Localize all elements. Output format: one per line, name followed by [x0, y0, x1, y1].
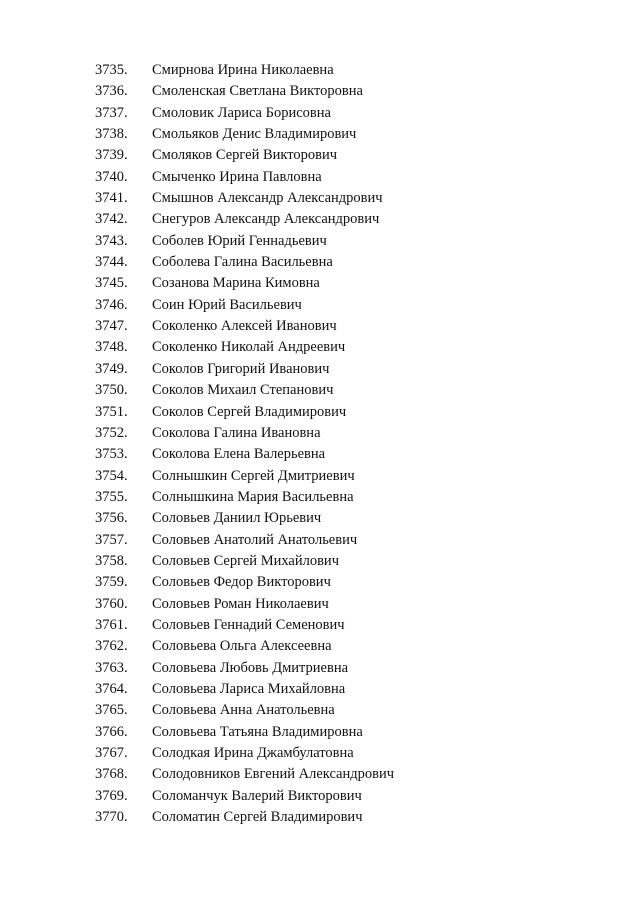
list-item	[95, 295, 615, 316]
entry-name: Соловьев Даниил Юрьевич	[152, 510, 322, 527]
list-item	[95, 700, 615, 721]
entry-name: Соловьева Анна Анатольевна	[152, 702, 335, 719]
entry-number: 3747.	[95, 318, 128, 335]
entry-name: Солодовников Евгений Александрович	[152, 766, 395, 783]
entry-name: Соломатин Сергей Владимирович	[152, 809, 363, 826]
entry-number: 3735.	[95, 62, 128, 78]
list-item	[95, 444, 615, 465]
list-item	[95, 103, 615, 124]
entry-number: 3746.	[95, 296, 128, 313]
entry-number: 3769.	[95, 787, 128, 804]
entry-name: Смоленская Светлана Викторовна	[152, 83, 363, 100]
entry-number: 3751.	[95, 403, 128, 420]
list-item	[95, 743, 615, 764]
entry-number: 3749.	[95, 360, 128, 377]
entry-name: Соколов Сергей Владимирович	[152, 403, 347, 420]
entry-number: 3759.	[95, 574, 128, 591]
entry-name: Соловьев Геннадий Семенович	[152, 616, 345, 633]
list-item	[95, 252, 615, 273]
entry-number: 3744.	[95, 254, 128, 271]
entry-number: 3760.	[95, 595, 128, 612]
entry-name: Соловьев Федор Викторович	[152, 574, 331, 591]
list-item	[95, 359, 615, 380]
entry-name: Соболева Галина Васильевна	[152, 254, 333, 271]
entry-number: 3766.	[95, 723, 128, 740]
entry-number: 3762.	[95, 638, 128, 655]
entry-name: Соколов Михаил Степанович	[152, 382, 334, 399]
entry-number: 3764.	[95, 680, 128, 697]
entry-number: 3754.	[95, 467, 128, 484]
list-item	[95, 551, 615, 572]
list-item	[95, 572, 615, 593]
entry-name: Соловьева Ольга Алексеевна	[152, 638, 332, 655]
entry-name: Соболев Юрий Геннадьевич	[152, 232, 327, 249]
entry-name: Смыченко Ирина Павловна	[152, 168, 322, 185]
list-item	[95, 764, 615, 785]
list-item	[95, 722, 615, 743]
entry-number: 3736.	[95, 83, 128, 100]
entry-number: 3768.	[95, 766, 128, 783]
entry-number: 3741.	[95, 190, 128, 207]
list-item	[95, 231, 615, 252]
entry-name: Смышнов Александр Александрович	[152, 190, 383, 207]
entry-name: Соколенко Алексей Иванович	[152, 318, 337, 335]
entry-name: Смоловик Лариса Борисовна	[152, 104, 331, 121]
list-item	[95, 316, 615, 337]
entry-name: Снегуров Александр Александрович	[152, 211, 380, 228]
list-item	[95, 145, 615, 166]
list-item	[95, 423, 615, 444]
entry-number: 3740.	[95, 168, 128, 185]
entry-name: Смоляков Сергей Викторович	[152, 147, 338, 164]
entry-name: Соколенко Николай Андреевич	[152, 339, 346, 356]
list-item	[95, 466, 615, 487]
entry-number: 3765.	[95, 702, 128, 719]
list-item	[95, 188, 615, 209]
list-item	[95, 124, 615, 145]
entry-number: 3757.	[95, 531, 128, 548]
entry-name: Соин Юрий Васильевич	[152, 296, 302, 313]
list-item	[95, 658, 615, 679]
name-list	[95, 60, 615, 828]
entry-number: 3748.	[95, 339, 128, 356]
list-item	[95, 487, 615, 508]
list-item	[95, 679, 615, 700]
list-item	[95, 380, 615, 401]
entry-name: Солнышкин Сергей Дмитриевич	[152, 467, 355, 484]
entry-number: 3743.	[95, 232, 128, 249]
entry-name: Соловьева Любовь Дмитриевна	[152, 659, 349, 676]
entry-name: Соколов Григорий Иванович	[152, 360, 330, 377]
entry-number: 3742.	[95, 211, 128, 228]
entry-number: 3750.	[95, 382, 128, 399]
entry-name: Солнышкина Мария Васильевна	[152, 488, 354, 505]
entry-number: 3752.	[95, 424, 128, 441]
list-item	[95, 786, 615, 807]
list-item	[95, 337, 615, 358]
entry-number: 3737.	[95, 104, 128, 121]
entry-number: 3738.	[95, 126, 128, 143]
entry-number: 3756.	[95, 510, 128, 527]
entry-name: Солодкая Ирина Джамбулатовна	[152, 745, 354, 761]
entry-number: 3739.	[95, 147, 128, 164]
entry-name: Соловьев Роман Николаевич	[152, 595, 329, 612]
entry-name: Соловьев Сергей Михайлович	[152, 552, 339, 569]
list-item	[95, 530, 615, 551]
list-item	[95, 508, 615, 529]
entry-number: 3763.	[95, 659, 128, 676]
entry-number: 3761.	[95, 616, 128, 633]
entry-name: Смольяков Денис Владимирович	[152, 126, 357, 143]
list-item	[95, 594, 615, 615]
entry-name: Соколова Елена Валерьевна	[152, 446, 326, 463]
entry-name: Созанова Марина Кимовна	[152, 275, 320, 292]
entry-name: Соловьева Татьяна Владимировна	[152, 723, 363, 740]
entry-name: Смирнова Ирина Николаевна	[152, 62, 334, 78]
list-item	[95, 81, 615, 102]
entry-number: 3753.	[95, 446, 128, 463]
entry-number: 3745.	[95, 275, 128, 292]
list-item	[95, 209, 615, 230]
entry-name: Соловьев Анатолий Анатольевич	[152, 531, 358, 548]
list-item	[95, 60, 615, 81]
entry-name: Соколова Галина Ивановна	[152, 424, 321, 441]
entry-number: 3758.	[95, 552, 128, 569]
entry-number: 3770.	[95, 809, 128, 826]
list-item	[95, 636, 615, 657]
list-item	[95, 615, 615, 636]
entry-name: Соловьева Лариса Михайловна	[152, 680, 346, 697]
entry-name: Соломанчук Валерий Викторович	[152, 787, 362, 804]
list-item	[95, 273, 615, 294]
entry-number: 3755.	[95, 488, 128, 505]
list-item	[95, 167, 615, 188]
list-item	[95, 402, 615, 423]
entry-number: 3767.	[95, 745, 128, 761]
list-item	[95, 807, 615, 828]
